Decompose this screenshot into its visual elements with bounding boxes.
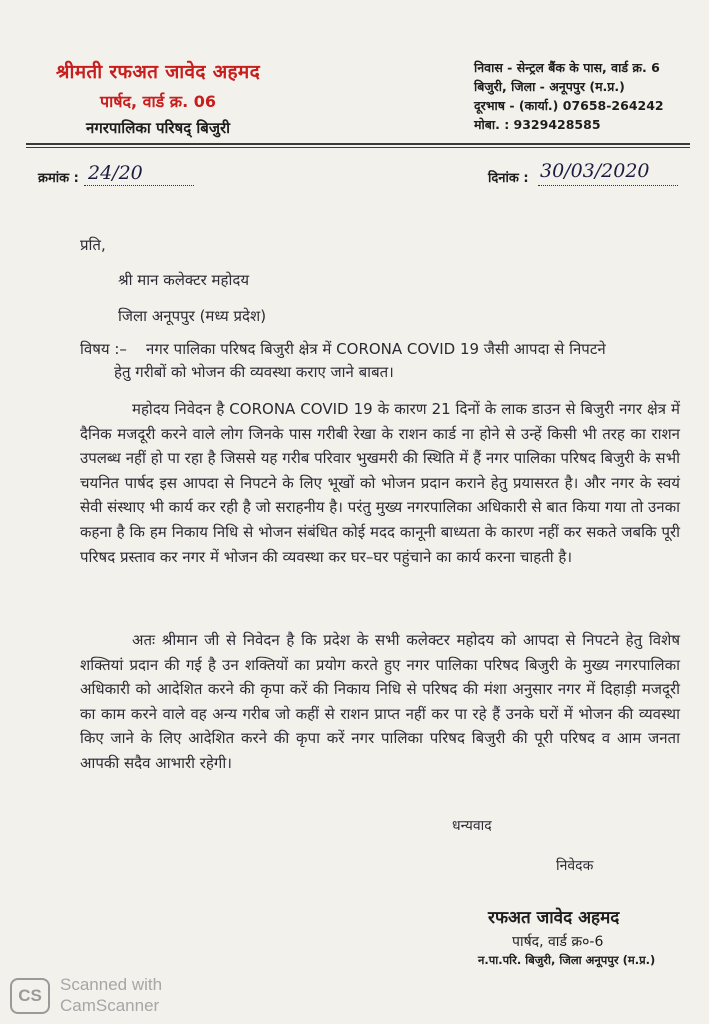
letterhead-right	[474, 58, 699, 134]
address-line-2: बिजुरी, जिला - अनूपपुर (म.प्र.)	[474, 79, 625, 94]
addressee-line-1: श्री मान कलेक्टर महोदय	[118, 271, 250, 289]
addressee-line-2: जिला अनूपपुर (मध्य प्रदेश)	[118, 307, 267, 325]
sender-council: नगरपालिका परिषद् बिजुरी	[86, 119, 230, 137]
thanks-text: धन्यवाद	[452, 818, 492, 834]
body-paragraph-1: महोदय निवेदन है CORONA COVID 19 के कारण 21 दिनों के लाक डाउन से बिजुरी नगर क्षेत्र में दैनिक मजदूरी करने वाले लोग जिनके पास गरीबी रेखा के राशन कार्ड ना होने से उन्हें किसी भी तरह का राशन उपलब्ध नहीं हो पा रहा है जिससे यह गरीब परिवार भुखमरी की स्थिति में हैं नगर पालिका परिषद बिजुरी के सभी चयनित पार्षद इस आपदा से निपटने के लिए भूखों को भोजन प्रदान कराने हेतु प्रयासरत है। और नगर के स्वयं सेवी संस्थाए भी कार्य कर रही है जो सराहनीय है। परंतु मुख्य नगरपालिका अधिकारी से बात किया गया तो उनका कहना है कि हम निकाय निधि से भोजन संबंधित कोई मदद कानूनी बाध्यता के कारण नहीं कर सकते जबकि पूरी परिषद प्रस्ताव कर नगर में भोजन की व्यवस्था कर घर–घर पहुंचाने का कार्य करना चाहती है।	[80, 400, 680, 566]
camscanner-logo-icon: CS	[10, 978, 50, 1014]
letterhead-left	[28, 58, 288, 138]
watermark-line-2: CamScanner	[60, 996, 160, 1015]
subject	[80, 338, 680, 384]
sender-name: श्रीमती रफअत जावेद अहमद	[56, 61, 260, 83]
signature-address: न.पा.परि. बिजुरी, जिला अनूपपुर (म.प्र.)	[478, 953, 656, 967]
signature-post: पार्षद, वार्ड क्र०-6	[512, 934, 604, 950]
applicant-label: निवेदक	[556, 858, 594, 874]
address-line-1: निवास - सेन्ट्रल बैंक के पास, वार्ड क्र. 6	[474, 60, 660, 75]
watermark-line-1: Scanned with	[60, 975, 163, 994]
salutation-to: प्रति,	[80, 236, 106, 254]
phone-number: दूरभाष - (कार्या.) 07658-264242	[474, 98, 664, 113]
letterhead-divider-thin	[26, 147, 690, 148]
mobile-number: मोबा. : 9329428585	[474, 117, 601, 132]
signature-name: रफअत जावेद अहमद	[488, 908, 620, 928]
sender-post: पार्षद, वार्ड क्र. 06	[100, 92, 216, 111]
body-paragraph-2: अतः श्रीमान जी से निवेदन है कि प्रदेश के सभी कलेक्टर महोदय को आपदा से निपटने हेतु विशेष शक्तियां प्रदान की गई है उन शक्तियों का प्रयोग करते हुए नगर पालिका परिषद बिजुरी के मुख्य नगरपालिका अधिकारी को आदेशित करने की कृपा करें की निकाय निधि से परिषद की मंशा अनुसार नगर में दिहाड़ी मजदूरी का काम करने वाले वह अन्य गरीब जो कहीं से राशन प्राप्त नहीं कर पा रहे हैं उनके घरों में भोजन की व्यवस्था किए जाने के लिए आदेशित करने की कृपा करें नगर पालिका परिषद बिजुरी की पूरी परिषद व आम जनता आपकी सदैव आभारी रहेगी।	[80, 631, 680, 772]
subject-label: विषय :–	[80, 340, 127, 358]
reference-date	[488, 160, 650, 186]
subject-line-1: नगर पालिका परिषद बिजुरी क्षेत्र में CORONA COVID 19 जैसी आपदा से निपटने	[146, 340, 606, 358]
camscanner-watermark	[60, 974, 162, 1016]
subject-line-2: हेतु गरीबों को भोजन की व्यवस्था कराए जाने बाबत।	[114, 363, 394, 381]
reference-number-dots	[84, 185, 194, 186]
reference-number-value: 24/20	[88, 162, 143, 184]
reference-date-value: 30/03/2020	[540, 160, 650, 182]
reference-date-dots	[538, 185, 678, 186]
reference-number	[38, 162, 143, 186]
reference-date-label: दिनांक :	[488, 171, 529, 186]
letterhead-divider	[26, 143, 690, 145]
reference-number-label: क्रमांक :	[38, 171, 79, 186]
